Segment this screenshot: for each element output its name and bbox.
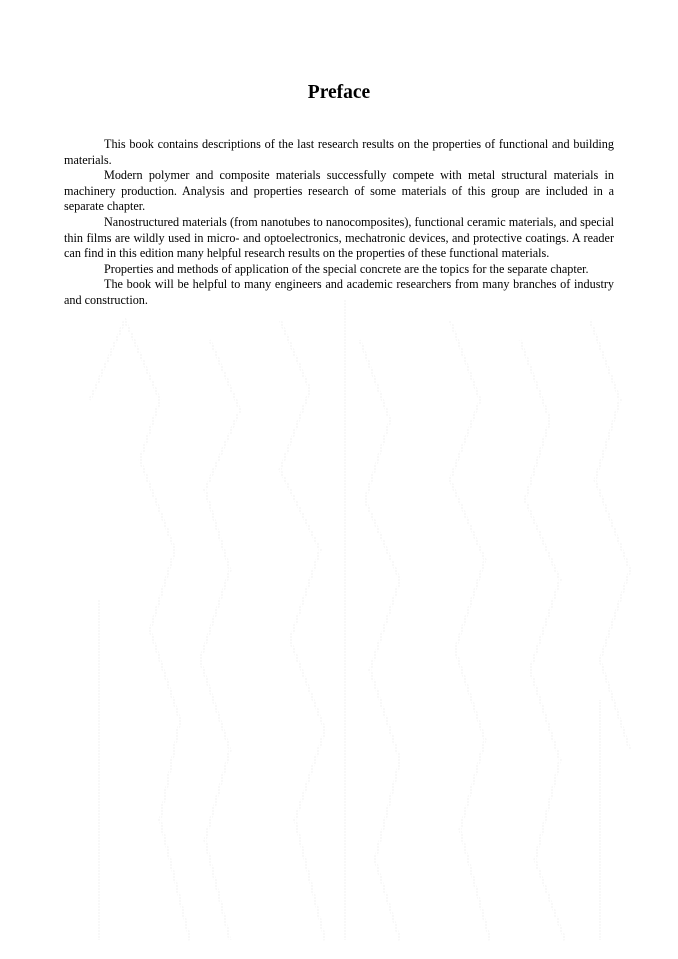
paragraph-3: Nanostructured materials (from nanotubes to nanocomposites), functional ceramic materials, and special thin films are wildly used in micro- and optoelectronics, mechatronic devices, and protective coatings. A reader can find in this edition many helpful research results on the properties of these functional materials.: [64, 214, 614, 261]
paragraph-1: This book contains descriptions of the last research results on the properties of functional and building materials.: [64, 137, 614, 167]
paragraph-2: Modern polymer and composite materials successfully compete with metal structural materials in machinery production. Analysis and properties research of some materials of this group are included in a separate chapter.: [64, 168, 614, 214]
page-title: Preface: [307, 82, 371, 103]
paragraph-4: Properties and methods of application of the special concrete are the topics for the separate chapter.: [104, 261, 589, 276]
paragraph-5: The book will be helpful to many engineers and academic researchers from many branches of industry and construction.: [64, 277, 614, 307]
preface-body: [64, 137, 614, 309]
background-watermark-pattern: [80, 300, 640, 959]
